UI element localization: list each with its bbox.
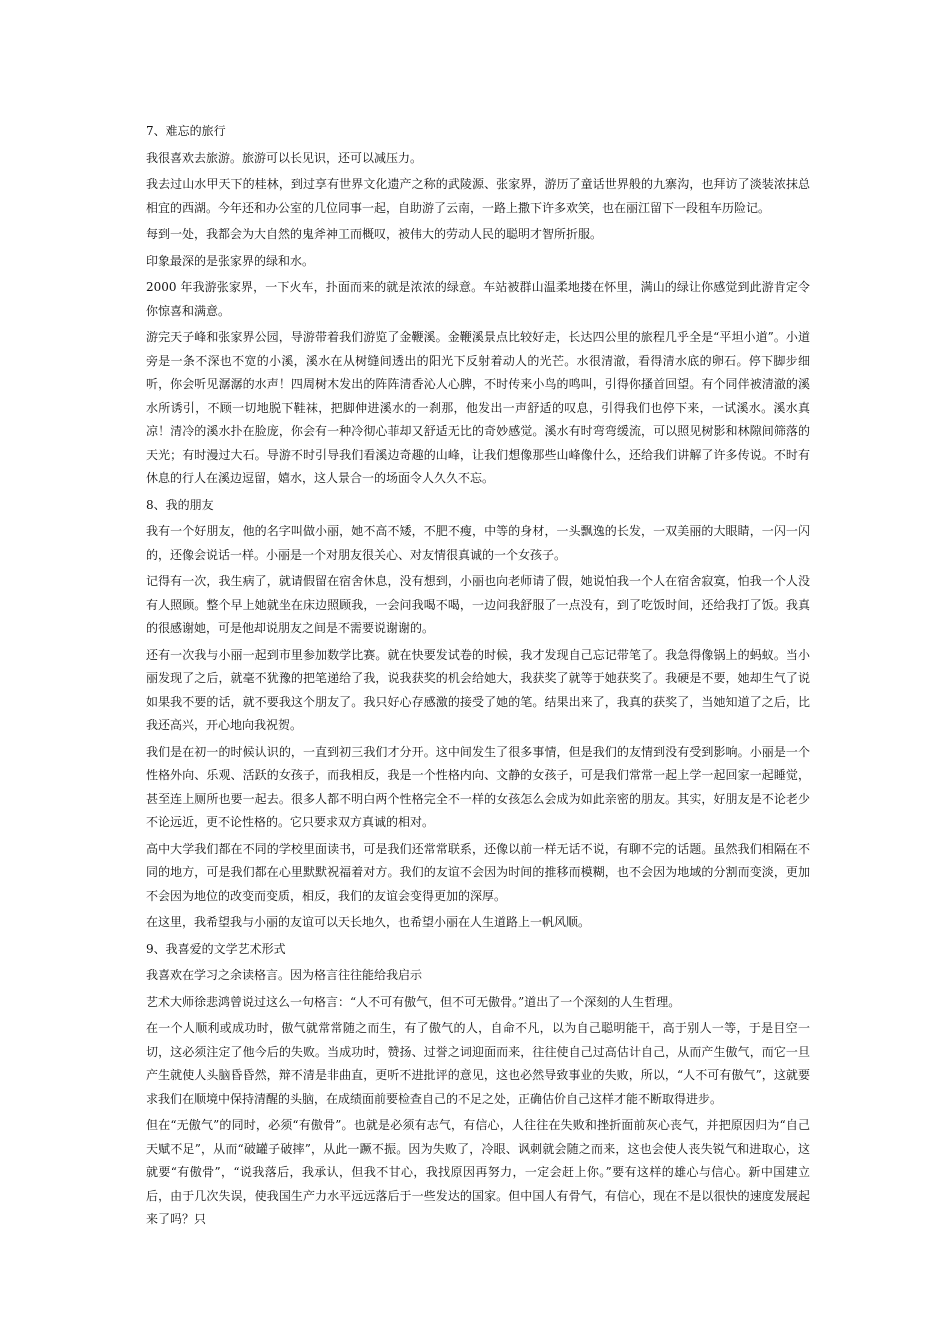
paragraph: 高中大学我们都在不同的学校里面读书，可是我们还常常联系，还像以前一样无话不说，有聊不完的话题。虽然我们相隔在不同的地方，可是我们都在心里默默祝福着对方。我们的友谊不会因为时间的推移而模糊，也不会因为地域的分割而变淡，更加不会因为地位的改变而变质，相反，我们的友谊会变得更加的深厚。 [146, 841, 810, 903]
section-heading: 9、我喜爱的文学艺术形式 [146, 941, 286, 956]
paragraph: 但在“无傲气”的同时，必须“有傲骨”。也就是必须有志气，有信心，人往往在失败和挫折面前灰心丧气，并把原因归为“自己天赋不足”，从而“破罐子破摔”，从此一蹶不振。因为失败了，冷眼、讽刺就会随之而来，这也会使人丧失锐气和进取心，这就要“有傲骨”，“说我落后，我承认，但我不甘心，我找原因再努力，一定会赶上你。”要有这样的雄心与信心。新中国建立后，由于几次失误，使我国生产力水平远远落后于一些发达的国家。但中国人有骨气，有信心，现在不是以很快的速度发展起来了吗？只 [146, 1118, 810, 1226]
paragraph: 印象最深的是张家界的绿和水。 [146, 253, 315, 268]
paragraph: 每到一处，我都会为大自然的鬼斧神工而概叹，被伟大的劳动人民的聪明才智所折服。 [146, 227, 603, 241]
paragraph: 我喜欢在学习之余读格言。因为格言往往能给我启示 [146, 968, 423, 982]
paragraph: 我有一个好朋友，他的名字叫做小丽，她不高不矮，不肥不瘦，中等的身材，一头飘逸的长发，一双美丽的大眼睛，一闪一闪的，还像会说话一样。小丽是一个对朋友很关心、对友情很真诚的一个女孩子。 [146, 524, 810, 562]
paragraph: 游完天子峰和张家界公园，导游带着我们游览了金鞭溪。金鞭溪景点比较好走，长达四公里的旅程几乎全是“平坦小道”。小道旁是一条不深也不宽的小溪，溪水在从树缝间透出的阳光下反射着动人的光芒。水很清澈，看得清水底的卵石。停下脚步细听，你会听见潺潺的水声！四周树木发出的阵阵清香沁人心脾，不时传来小鸟的鸣叫，引得你搔首回望。有个同伴被清澈的溪水所诱引，不顾一切地脱下鞋袜，把脚伸进溪水的一刹那，他发出一声舒适的叹息，引得我们也停下来，一试溪水。溪水真凉！清冷的溪水扑在脸庞，你会有一种冷彻心菲却又舒适无比的奇妙感觉。溪水有时弯弯缓流，可以照见树影和林隙间筛落的天光；有时漫过大石。导游不时引导我们看溪边奇趣的山峰，让我们想像那些山峰像什么，还给我们讲解了许多传说。不时有休息的行人在溪边逗留，嬉水，这人景合一的场面令人久久不忘。 [146, 330, 810, 485]
paragraph: 我很喜欢去旅游。旅游可以长见识，还可以减压力。 [146, 150, 423, 165]
paragraph: 还有一次我与小丽一起到市里参加数学比赛。就在快要发试卷的时候，我才发现自己忘记带笔了。我急得像锅上的蚂蚁。当小丽发现了之后，就毫不犹豫的把笔递给了我，说我获奖的机会给她大，我获奖了就等于她获奖了。我硬是不要，她却生气了说如果我不要的话，就不要我这个朋友了。我只好心存感激的接受了她的笔。结果出来了，我真的获奖了，当她知道了之后，比我还高兴，开心地向我祝贺。 [146, 647, 810, 732]
paragraph: 在一个人顺利或成功时，傲气就常常随之而生，有了傲气的人，自命不凡，以为自己聪明能干，高于别人一等，于是目空一切，这必须注定了他今后的失败。当成功时，赞扬、过誉之词迎面而来，往往使自己过高估计自己，从而产生傲气，而它一旦产生就使人头脑昏昏然，辩不清是非曲直，更听不进批评的意见，这也必然导致事业的失败，所以，“人不可有傲气”，这就要求我们在顺境中保持清醒的头脑，在成绩面前要检查自己的不足之处，正确估价自己这样才能不断取得进步。 [146, 1021, 810, 1106]
paragraph: 记得有一次，我生病了，就请假留在宿舍休息，没有想到，小丽也向老师请了假，她说怕我一个人在宿舍寂寞，怕我一个人没有人照顾。整个早上她就坐在床边照顾我，一会问我喝不喝，一边问我舒服了一点没有，到了吃饭时间，还给我打了饭。我真的很感谢她，可是他却说朋友之间是不需要说谢谢的。 [146, 574, 810, 635]
section-literature [146, 938, 810, 1232]
section-travel [146, 120, 810, 491]
section-heading: 7、难忘的旅行 [146, 124, 226, 138]
document-page [146, 120, 810, 1235]
paragraph: 在这里，我希望我与小丽的友谊可以天长地久，也希望小丽在人生道路上一帆风顺。 [146, 915, 591, 929]
paragraph: 艺术大师徐悲鸿曾说过这么一句格言：“人不可有傲气，但不可无傲骨。”道出了一个深刻的人生哲理。 [146, 994, 681, 1009]
paragraph: 2000 年我游张家界，一下火车，扑面而来的就是浓浓的绿意。车站被群山温柔地搂在怀里，满山的绿让你感觉到此游肯定令你惊喜和满意。 [146, 280, 810, 318]
paragraph: 我们是在初一的时候认识的，一直到初三我们才分开。这中间发生了很多事情，但是我们的友情到没有受到影响。小丽是一个性格外向、乐观、活跃的女孩子，而我相反，我是一个性格内向、文静的女孩子，可是我们常常一起上学一起回家一起睡觉，甚至连上厕所也要一起去。很多人都不明白两个性格完全不一样的女孩怎么会成为如此亲密的朋友。其实，好朋友是不论老少不论远近，更不论性格的。它只要求双方真诚的相对。 [146, 744, 810, 829]
section-heading: 8、我的朋友 [146, 497, 214, 512]
paragraph: 我去过山水甲天下的桂林，到过享有世界文化遗产之称的武陵源、张家界，游历了童话世界般的九寨沟，也拜访了淡装浓抹总相宜的西湖。今年还和办公室的几位同事一起，自助游了云南，一路上撒下许多欢笑，也在丽江留下一段租车历险记。 [146, 177, 810, 215]
section-friend [146, 494, 810, 935]
